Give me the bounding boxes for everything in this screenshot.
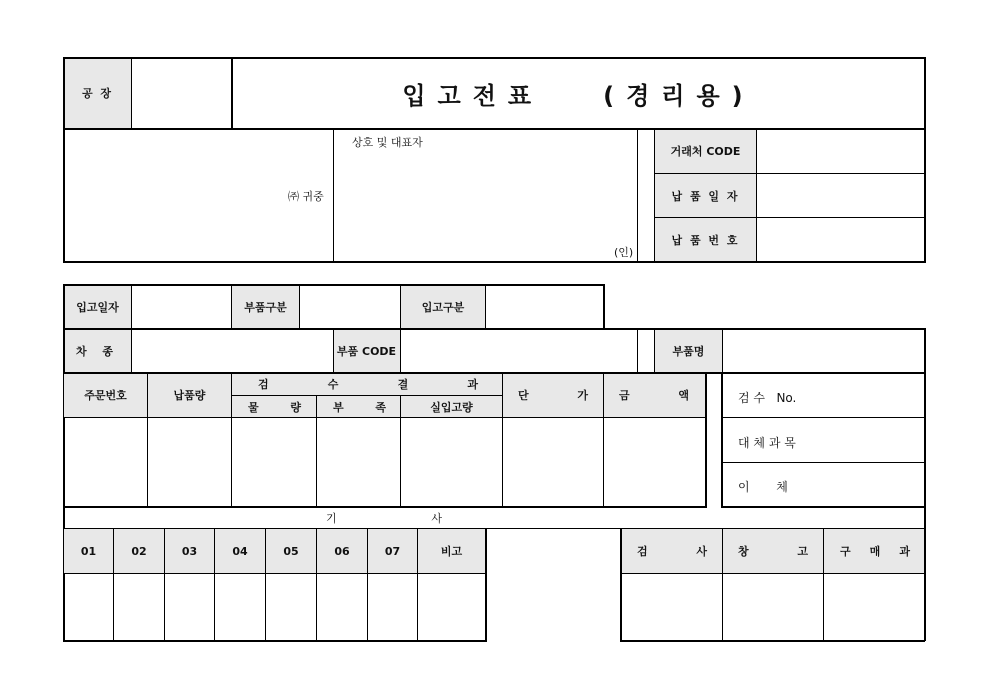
form-title [233, 59, 924, 128]
shortage-header: 부 족 [333, 400, 386, 414]
order-no-header: 주문번호 [84, 389, 127, 402]
unit-price-header: 단 가 [518, 389, 588, 402]
inspection-result-header: 검 수 결 과 [258, 378, 478, 391]
code-07: 07 [384, 544, 401, 558]
receipt-date-label: 입고일자 [76, 300, 119, 314]
code-01: 01 [80, 544, 97, 558]
code-03: 03 [181, 544, 198, 558]
code-02: 02 [131, 544, 147, 558]
title-sub: (경리용) [603, 82, 755, 110]
transfer-label: 이 체 [738, 480, 788, 494]
approval-warehouse-label: 창 고 [738, 545, 808, 558]
inspection-no-label: 검 수 No. [738, 391, 797, 405]
delivery-no-label: 납 품 번 호 [671, 233, 740, 247]
substitute-account-label: 대 체 과 목 [738, 436, 796, 450]
code-06: 06 [334, 544, 350, 558]
honorific-text: ㈜ 귀중 [288, 190, 324, 203]
factory-label: 공 장 [81, 87, 114, 100]
actual-qty-header: 실입고량 [430, 400, 473, 414]
title-main: 입고전표 [402, 82, 544, 110]
quantity-header: 물 량 [248, 400, 301, 414]
receipt-type-label: 입고구분 [421, 300, 465, 314]
approval-purchase-label: 구 매 과 [840, 545, 910, 558]
seal-label: (인) [614, 246, 634, 259]
code-05: 05 [283, 544, 299, 558]
delivered-qty-header: 납품량 [173, 389, 206, 402]
amount-header: 금 액 [619, 389, 689, 402]
company-label: 상호 및 대표자 [352, 136, 423, 149]
client-code-label: 거래처 CODE [670, 145, 741, 158]
part-code-label: 부품 CODE [336, 344, 397, 358]
part-type-label: 부품구분 [244, 300, 287, 314]
approval-inspect-label: 검 사 [637, 545, 707, 558]
code-04: 04 [232, 544, 248, 558]
code-note-label: 비고 [440, 545, 463, 558]
vehicle-label: 차 종 [75, 344, 120, 358]
delivery-date-label: 납 품 일 자 [671, 189, 740, 203]
remarks-label: 기 사 [326, 512, 442, 525]
part-name-label: 부품명 [672, 344, 705, 358]
